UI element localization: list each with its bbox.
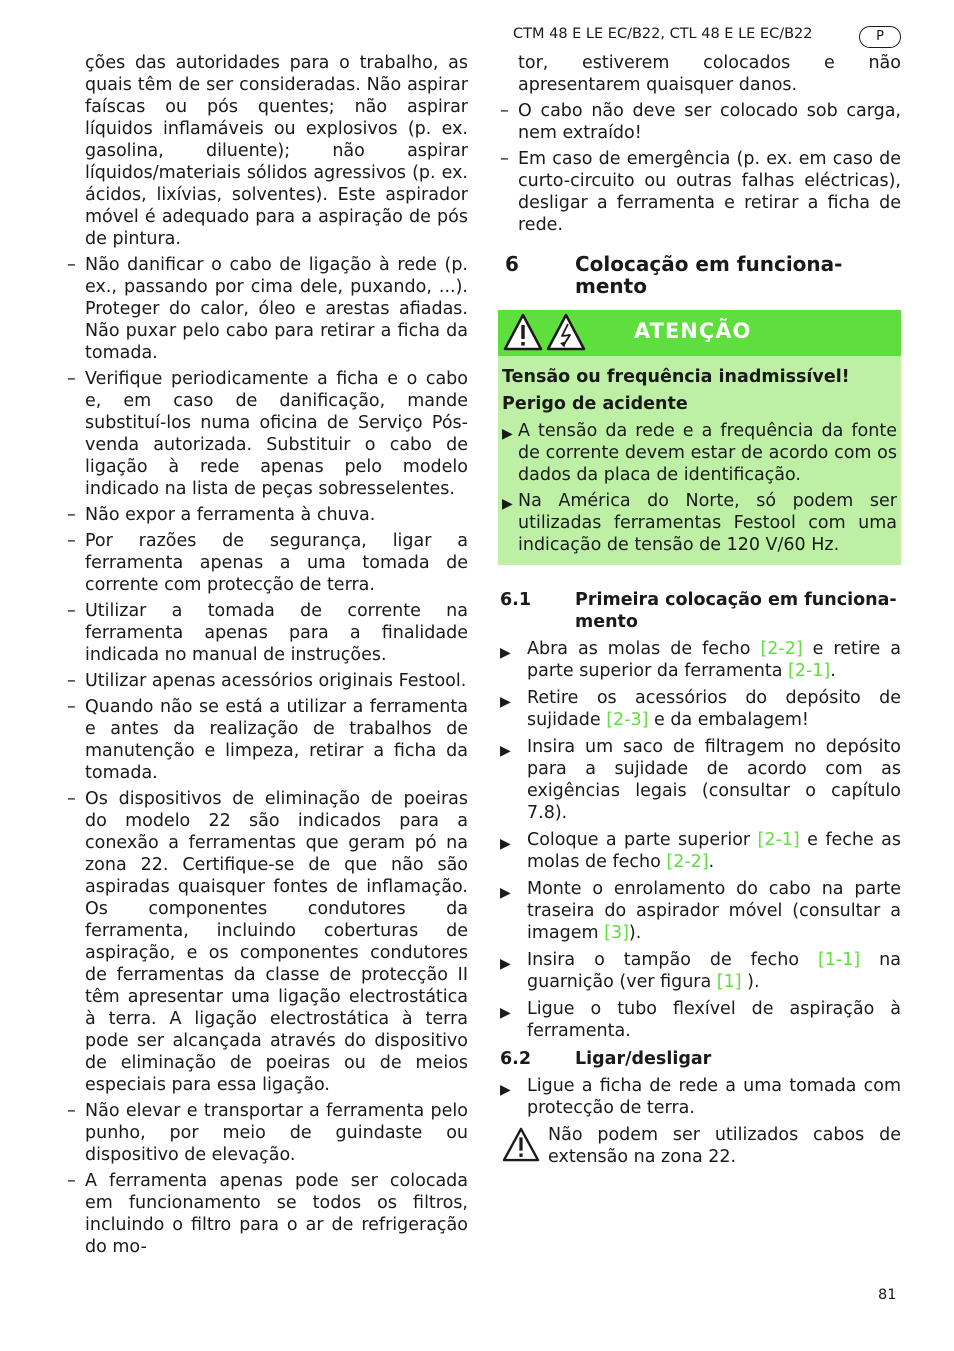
list-item: – Não expor a ferramenta à chuva. <box>67 505 376 525</box>
instruction-step: ▶ Abra as molas de fecho [2-2] e retire a parte superior da ferramenta [2-1]. <box>500 639 901 681</box>
list-item: – Não danificar o cabo de ligação à rede (p. ex., passando por cima dele, puxando, ...). Proteger do calor, óleo e arestas afiadas. Não puxar pelo cabo para retirar a ficha da tomada. <box>67 255 468 363</box>
warning-item: ▶ Na América do Norte, só podem ser utilizadas ferramentas Festool com uma indicação de tensão de 120 V/60 Hz. <box>502 491 897 555</box>
safety-list-continued <box>500 100 901 236</box>
dash-bullet: – <box>67 255 76 275</box>
warning-box <box>498 310 901 565</box>
subsection-title: Primeira colocação em funciona- mento <box>575 590 897 632</box>
subsection-title: Ligar/desligar <box>575 1049 712 1069</box>
triangle-bullet-icon: ▶ <box>500 1082 511 1098</box>
page-number: 81 <box>878 1287 897 1303</box>
dash-bullet: – <box>67 505 76 525</box>
dash-bullet: – <box>500 149 509 169</box>
section-title: Colocação em funciona- mento <box>575 252 843 298</box>
list-item: – Utilizar apenas acessórios originais Festool. <box>67 671 467 691</box>
list-item: – Em caso de emergência (p. ex. em caso de curto-circuito ou outras falhas eléctricas), desligar a ferramenta e retirar a ficha de rede. <box>500 149 901 235</box>
dash-bullet: – <box>67 369 76 389</box>
triangle-bullet-icon: ▶ <box>500 1005 511 1021</box>
figure-reference: [2-2] <box>760 639 803 659</box>
warning-content <box>498 356 901 565</box>
list-item: – Utilizar a tomada de corrente na ferramenta apenas para a finalidade indicada no manual de instruções. <box>67 601 468 665</box>
note-text: Não podem ser utilizados cabos de extensão na zona 22. <box>548 1125 901 1167</box>
figure-reference: [2-1] <box>757 830 800 850</box>
dash-bullet: – <box>67 531 76 551</box>
language-badge: P <box>859 26 901 48</box>
subsection-heading <box>500 589 901 633</box>
page-header <box>513 26 901 48</box>
subsection-number: 6.1 <box>500 590 532 610</box>
dash-bullet: – <box>67 671 76 691</box>
intro-paragraph: ções das autoridades para o trabalho, as quais têm de ser consideradas. Não aspirar faíscas ou pós quentes; não aspirar líquidos inflamáveis ou explosivos (p. ex. gasolina, diluente); não aspirar líquidos/materiais sólidos agressivos (p. ex. ácidos, lixívias, solventes). Este aspirador móvel é adequado para a aspiração de pós de pintura. <box>85 53 468 249</box>
list-item: – Os dispositivos de eliminação de poeiras do modelo 22 são indicados para a conexão a ferramentas que geram pó na zona 22. Certifique-se de que não são aspiradas quaisquer fontes de inflamação. Os componentes condutores da ferramenta, incluindo coberturas de aspiração, e os componentes condutores de ferramentas da classe de protecção II têm apresentar uma ligação electrostática à terra. A ligação electrostática à terra pode ser alcançada através do dispositivo de eliminação de poeiras ou de meios especiais para essa ligação. <box>67 789 468 1095</box>
left-column <box>67 52 468 1258</box>
dash-bullet: – <box>67 697 76 717</box>
dash-bullet: – <box>67 1171 76 1191</box>
instruction-step: ▶ Insira um saco de filtragem no depósito para a sujidade de acordo com as exigências legais (consultar o capítulo 7.8). <box>500 737 901 823</box>
warning-title: ATENÇÃO <box>634 319 752 343</box>
triangle-bullet-icon: ▶ <box>500 743 511 759</box>
triangle-bullet-icon: ▶ <box>500 885 511 901</box>
dash-bullet: – <box>67 1101 76 1121</box>
list-item: – Quando não se está a utilizar a ferramenta e antes da realização de trabalhos de manutenção e limpeza, retirar a ficha da tomada. <box>67 697 468 783</box>
list-item: – Verifique periodicamente a ficha e o cabo e, em caso de danificação, mande substituí-los numa oficina de Serviço Pós-venda autorizada. Substituir o cabo de ligação à rede apenas pelo modelo indicado na lista de peças sobresselentes. <box>67 369 468 499</box>
triangle-bullet-icon: ▶ <box>500 694 511 710</box>
warning-line-2: Perigo de acidente <box>502 394 688 414</box>
warning-triangle-icon <box>502 1127 540 1162</box>
triangle-bullet-icon: ▶ <box>502 496 513 512</box>
safety-list <box>67 254 468 1258</box>
caution-note <box>500 1124 901 1168</box>
instruction-step: ▶ Ligue a ficha de rede a uma tomada com protecção de terra. <box>500 1076 901 1118</box>
triangle-bullet-icon: ▶ <box>502 426 513 442</box>
warning-header <box>498 310 901 356</box>
right-column <box>500 52 901 1168</box>
instruction-step: ▶ Insira o tampão de fecho [1-1] na guarnição (ver figura [1] ). <box>500 950 901 992</box>
warning-triangle-icon <box>503 313 543 351</box>
warning-item: ▶ A tensão da rede e a frequência da fonte de corrente devem estar de acordo com os dados da placa de identificação. <box>502 421 897 485</box>
figure-reference: [1] <box>716 972 742 992</box>
electric-hazard-icon <box>546 313 586 351</box>
instruction-step: ▶ Coloque a parte superior [2-1] e feche as molas de fecho [2-2]. <box>500 830 901 872</box>
instruction-step: ▶ Ligue o tubo flexível de aspiração à ferramenta. <box>500 999 901 1041</box>
triangle-bullet-icon: ▶ <box>500 836 511 852</box>
section-heading <box>500 253 901 297</box>
figure-reference: [2-1] <box>788 661 831 681</box>
figure-reference: [1-1] <box>817 950 861 970</box>
instruction-step: ▶ Retire os acessórios do depósito de sujidade [2-3] e da embalagem! <box>500 688 901 730</box>
subsection-number: 6.2 <box>500 1049 532 1069</box>
dash-bullet: – <box>500 101 509 121</box>
section-number: 6 <box>505 252 519 276</box>
list-item: – O cabo não deve ser colocado sob carga, nem extraído! <box>500 101 901 143</box>
subsection-heading <box>500 1048 901 1070</box>
continued-paragraph: tor, estiverem colocados e não apresentarem quaisquer danos. <box>518 53 901 95</box>
figure-reference: [2-2] <box>666 852 709 872</box>
list-item: – A ferramenta apenas pode ser colocada em funcionamento se todos os filtros, incluindo o filtro para o ar de refrigeração do mo- <box>67 1171 468 1257</box>
model-name: CTM 48 E LE EC/B22, CTL 48 E LE EC/B22 <box>513 26 813 42</box>
list-item: – Por razões de segurança, ligar a ferramenta apenas a uma tomada de corrente com protecção de terra. <box>67 531 468 595</box>
instruction-step: ▶ Monte o enrolamento do cabo na parte traseira do aspirador móvel (consultar a imagem [3]). <box>500 879 901 943</box>
triangle-bullet-icon: ▶ <box>500 645 511 661</box>
figure-reference: [2-3] <box>606 710 649 730</box>
dash-bullet: – <box>67 601 76 621</box>
list-item: – Não elevar e transportar a ferramenta pelo punho, por meio de guindaste ou dispositivo de elevação. <box>67 1101 468 1165</box>
figure-reference: [3] <box>604 923 629 943</box>
dash-bullet: – <box>67 789 76 809</box>
warning-line-1: Tensão ou frequência inadmissível! <box>502 367 850 387</box>
steps-list <box>500 638 901 1042</box>
triangle-bullet-icon: ▶ <box>500 956 511 972</box>
